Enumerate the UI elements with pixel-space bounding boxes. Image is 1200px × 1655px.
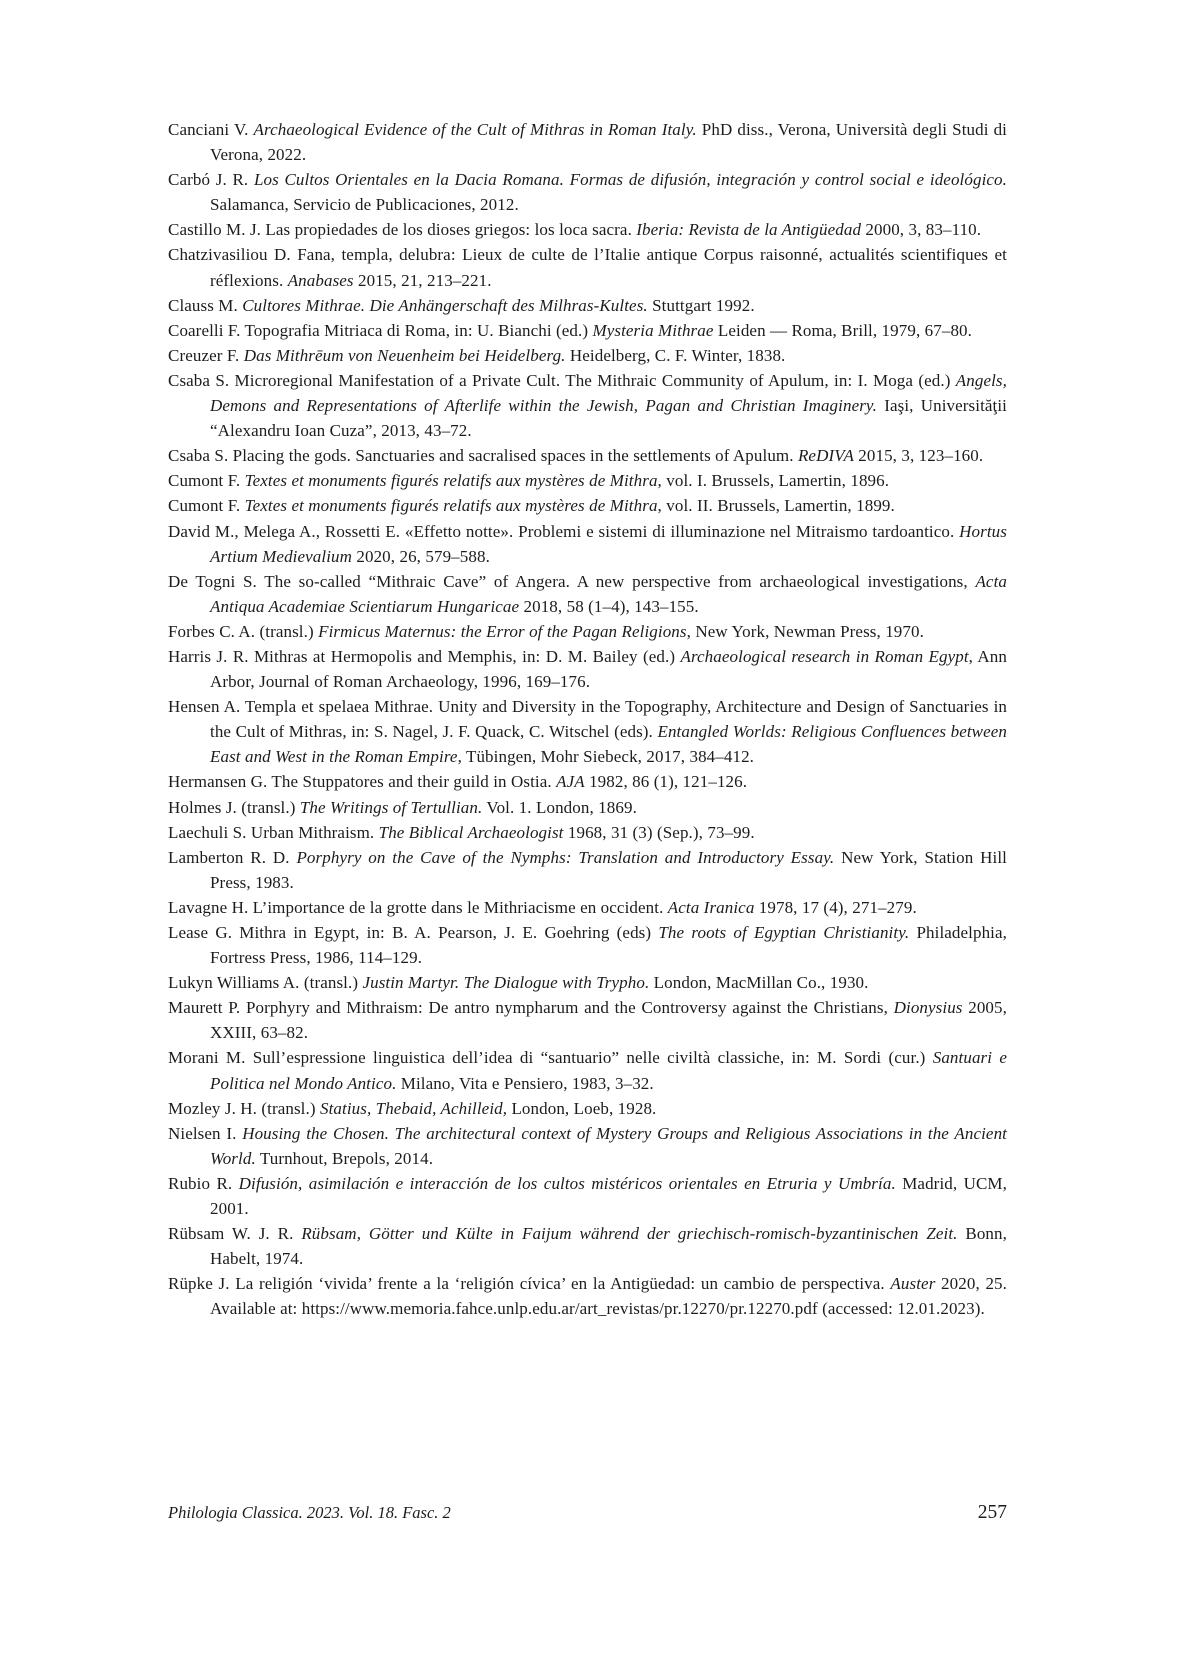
reference-entry [168, 1171, 1007, 1221]
reference-text-segment: 2015, 21, 213–221. [353, 270, 492, 290]
reference-entry [168, 117, 1007, 167]
reference-text-segment: , New York, Newman Press, 1970. [686, 621, 924, 641]
reference-text-segment: Lavagne H. L’importance de la grotte dans le Mithriacisme en occident. [168, 897, 668, 917]
reference-entry [168, 318, 1007, 343]
reference-text-segment: Csaba S. Microregional Manifestation of a Private Cult. The Mithraic Community of Apulum, in: I. Moga (ed.) [168, 370, 956, 390]
reference-title-segment: ReDIVA [797, 446, 854, 466]
reference-text-segment: Laechuli S. Urban Mithraism. [168, 822, 379, 842]
reference-entry [168, 293, 1007, 318]
reference-text-segment: Cumont F. [168, 471, 245, 491]
reference-title-segment: Angels, Demons and Representations of Afterlife within the Jewish, Pagan and Christian Imaginery. [210, 370, 1007, 416]
reference-title-segment: Justin Martyr. The Dialogue with Trypho. [362, 973, 650, 993]
reference-text-segment: (accessed: 12.01.2023). [817, 1299, 985, 1319]
reference-title-segment: Hortus Artium Medievalium [210, 521, 1007, 566]
reference-title-segment: Textes et monuments figurés relatifs aux mystères de Mithra [244, 471, 658, 491]
reference-text-segment: Madrid, UCM, 2001. [210, 1173, 1007, 1219]
reference-text-segment: Coarelli F. Topografia Mitriaca di Roma, in: U. Bianchi (ed.) [168, 320, 593, 340]
reference-text-segment: London, Loeb, 1928. [507, 1098, 657, 1118]
reference-entry [168, 820, 1007, 845]
reference-title-segment: The Biblical Archaeologist [378, 822, 564, 842]
reference-text-segment: Castillo M. J. Las propiedades de los dioses griegos: los loca sacra. [168, 220, 637, 240]
reference-text-segment: Cumont F. [168, 496, 245, 516]
reference-entry [168, 970, 1007, 995]
reference-text-segment: Maurett P. Porphyry and Mithraism: De antro nympharum and the Controversy against the Christians, [168, 998, 894, 1018]
reference-text-segment: Rübsam W. J. R. [168, 1224, 302, 1244]
reference-text-segment: Rüpke J. La religión ‘vivida’ frente a la ‘religión cívica’ en la Antigüedad: un cambio de perspectiva. [168, 1274, 891, 1294]
reference-entry [168, 493, 1007, 518]
reference-list [168, 117, 1007, 1322]
reference-url: https://www.memoria.fahce.unlp.edu.ar/art_revistas/pr.12270/pr.12270.pdf [301, 1299, 818, 1319]
reference-text-segment: 2000, 3, 83–110. [861, 220, 982, 240]
reference-entry [168, 242, 1007, 292]
reference-text-segment: Lamberton R. D. [168, 847, 297, 867]
reference-text-segment: Lukyn Williams A. (transl.) [168, 973, 363, 993]
reference-title-segment: Housing the Chosen. The architectural context of Mystery Groups and Religious Associations in the Ancient World. [210, 1123, 1007, 1168]
reference-text-segment: Clauss M. [168, 295, 243, 315]
reference-text-segment: Leiden — Roma, Brill, 1979, 67–80. [713, 320, 973, 340]
reference-text-segment: London, MacMillan Co., 1930. [649, 973, 869, 993]
reference-entry [168, 845, 1007, 895]
reference-entry [168, 343, 1007, 368]
reference-entry [168, 519, 1007, 569]
reference-title-segment: Archaeological Evidence of the Cult of Mithras in Roman Italy. [253, 120, 697, 139]
reference-title-segment: The roots of Egyptian Christianity. [658, 923, 910, 942]
reference-entry [168, 644, 1007, 694]
reference-text-segment: Turnhout, Brepols, 2014. [255, 1148, 434, 1168]
reference-text-segment: Stuttgart 1992. [647, 295, 755, 315]
reference-text-segment: 2015, 3, 123–160. [853, 446, 984, 466]
reference-title-segment: Mysteria Mithrae [592, 320, 714, 340]
reference-entry [168, 368, 1007, 443]
reference-entry [168, 1271, 1007, 1321]
reference-text-segment: 2005, XXIII, 63–82. [210, 998, 1007, 1043]
reference-text-segment: Morani M. Sull’espressione linguistica dell’idea di “santuario” nelle civiltà classiche, in: M. Sordi (cur.) [168, 1048, 933, 1068]
reference-text-segment: Mozley J. H. (transl.) [168, 1098, 320, 1118]
reference-text-segment: David M., Melega A., Rossetti E. «Effetto notte». Problemi e sistemi di illuminazione nel Mitraismo tardoantico. [168, 521, 960, 541]
reference-entry [168, 569, 1007, 619]
reference-entry [168, 769, 1007, 794]
reference-text-segment: 2018, 58 (1–4), 143–155. [519, 596, 699, 616]
reference-title-segment: Santuari e Politica nel Mondo Antico. [210, 1048, 1008, 1093]
reference-title-segment: Das Mithrēum von Neuenheim bei Heidelberg. [243, 345, 566, 365]
reference-title-segment: Cultores Mithrae. Die Anhängerschaft des Milhras-Kultes. [242, 295, 648, 315]
reference-entry [168, 795, 1007, 820]
footer-journal-line: Philologia Classica. 2023. Vol. 18. Fasc. 2 [168, 1503, 451, 1522]
reference-title-segment: Textes et monuments figurés relatifs aux mystères de Mithra [244, 496, 658, 516]
page-number: 257 [977, 1502, 1007, 1523]
reference-text-segment: , Ann Arbor, Journal of Roman Archaeology, 1996, 169–176. [210, 646, 1008, 692]
reference-text-segment: PhD diss., Verona, Università degli Studi di Verona, 2022. [210, 120, 1007, 165]
reference-text-segment: Hermansen G. The Stuppatores and their guild in Ostia. [168, 772, 557, 792]
reference-title-segment: Los Cultos Orientales en la Dacia Romana. Formas de difusión, integración y control social e ideológico. [253, 170, 1007, 190]
reference-entry [168, 443, 1007, 468]
reference-text-segment: 2020, 25. Available at: [210, 1274, 1007, 1319]
reference-entry [168, 167, 1007, 217]
reference-text-segment: 2020, 26, 579–588. [352, 546, 490, 566]
page-footer [168, 1502, 1007, 1524]
reference-text-segment: Chatzivasiliou D. Fana, templa, delubra: Lieux de culte de l’Italie antique Corpus raisonné, actualités scientifiques et réflexions. [168, 245, 1007, 290]
reference-title-segment: Auster [890, 1274, 936, 1294]
reference-entry [168, 1221, 1007, 1271]
reference-title-segment: Acta Antiqua Academiae Scientiarum Hungaricae [210, 571, 1007, 616]
reference-text-segment: Hensen A. Templa et spelaea Mithrae. Unity and Diversity in the Topography, Architecture and Design of Sanctuaries in the Cult of Mithras, in: S. Nagel, J. F. Quack, C. Witschel (eds). [168, 697, 1007, 742]
reference-title-segment: Acta Iranica [667, 897, 755, 917]
reference-title-segment: Porphyry on the Cave of the Nymphs: Translation and Introductory Essay. [296, 847, 835, 867]
reference-title-segment: Dionysius [893, 998, 963, 1018]
reference-text-segment: Forbes C. A. (transl.) [168, 621, 319, 641]
reference-text-segment: Holmes J. (transl.) [168, 797, 300, 817]
reference-title-segment: Anabases [287, 270, 354, 290]
reference-text-segment: 1982, 86 (1), 121–126. [584, 772, 748, 792]
reference-text-segment: Heidelberg, C. F. Winter, 1838. [565, 345, 786, 365]
reference-entry [168, 217, 1007, 242]
reference-text-segment: Salamanca, Servicio de Publicaciones, 2012. [210, 195, 519, 215]
reference-text-segment: Milano, Vita e Pensiero, 1983, 3–32. [396, 1073, 654, 1093]
reference-entry [168, 619, 1007, 644]
reference-text-segment: New York, Station Hill Press, 1983. [210, 847, 1007, 892]
reference-text-segment: , vol. I. Brussels, Lamertin, 1896. [657, 471, 890, 491]
reference-text-segment: Harris J. R. Mithras at Hermopolis and Memphis, in: D. M. Bailey (ed.) [168, 646, 681, 666]
reference-title-segment: Difusión, asimilación e interacción de los cultos mistéricos orientales en Etruria y Umbría. [238, 1173, 896, 1193]
reference-entry [168, 468, 1007, 493]
reference-text-segment: , vol. II. Brussels, Lamertin, 1899. [657, 496, 895, 516]
reference-title-segment: Firmicus Maternus: the Error of the Pagan Religions [318, 621, 687, 641]
reference-text-segment: Canciani V. [168, 120, 254, 139]
reference-entry [168, 1045, 1007, 1095]
reference-title-segment: AJA [556, 772, 585, 792]
reference-entry [168, 1121, 1007, 1171]
reference-text-segment: Nielsen I. [168, 1123, 243, 1143]
reference-text-segment: Iaşi, Universităţii “Alexandru Ioan Cuza”, 2013, 43–72. [210, 396, 1008, 441]
reference-entry [168, 1096, 1007, 1121]
reference-title-segment: Entangled Worlds: Religious Confluences between East and West in the Roman Empire [210, 722, 1008, 767]
reference-text-segment: Carbó J. R. [168, 170, 254, 190]
reference-text-segment: Bonn, Habelt, 1974. [210, 1224, 1007, 1269]
reference-entry [168, 920, 1007, 970]
reference-title-segment: Archaeological research in Roman Egypt [680, 646, 969, 666]
reference-text-segment: Creuzer F. [168, 345, 244, 365]
reference-text-segment: Rubio R. [168, 1173, 239, 1193]
reference-title-segment: Iberia: Revista de la Antigüedad [636, 220, 862, 240]
reference-entry [168, 995, 1007, 1045]
reference-title-segment: Rübsam, Götter und Külte in Faijum während der griechisch-romisch-byzantinischen Zeit. [301, 1224, 958, 1244]
reference-text-segment: Philadelphia, Fortress Press, 1986, 114–129. [210, 923, 1008, 968]
reference-text-segment: De Togni S. The so-called “Mithraic Cave” of Angera. A new perspective from archaeological investigations, [168, 571, 976, 591]
reference-title-segment: Statius, Thebaid, Achilleid, [319, 1098, 508, 1118]
reference-text-segment: , Tübingen, Mohr Siebeck, 2017, 384–412. [457, 747, 755, 767]
reference-entry [168, 694, 1007, 769]
reference-text-segment: 1968, 31 (3) (Sep.), 73–99. [563, 822, 755, 842]
reference-entry [168, 895, 1007, 920]
reference-text-segment: Csaba S. Placing the gods. Sanctuaries and sacralised spaces in the settlements of Apulum. [168, 446, 798, 466]
reference-text-segment: Lease G. Mithra in Egypt, in: B. A. Pearson, J. E. Goehring (eds) [168, 923, 659, 942]
reference-text-segment: Vol. 1. London, 1869. [482, 797, 637, 817]
reference-text-segment: 1978, 17 (4), 271–279. [754, 897, 917, 917]
reference-title-segment: The Writings of Tertullian. [299, 797, 483, 817]
